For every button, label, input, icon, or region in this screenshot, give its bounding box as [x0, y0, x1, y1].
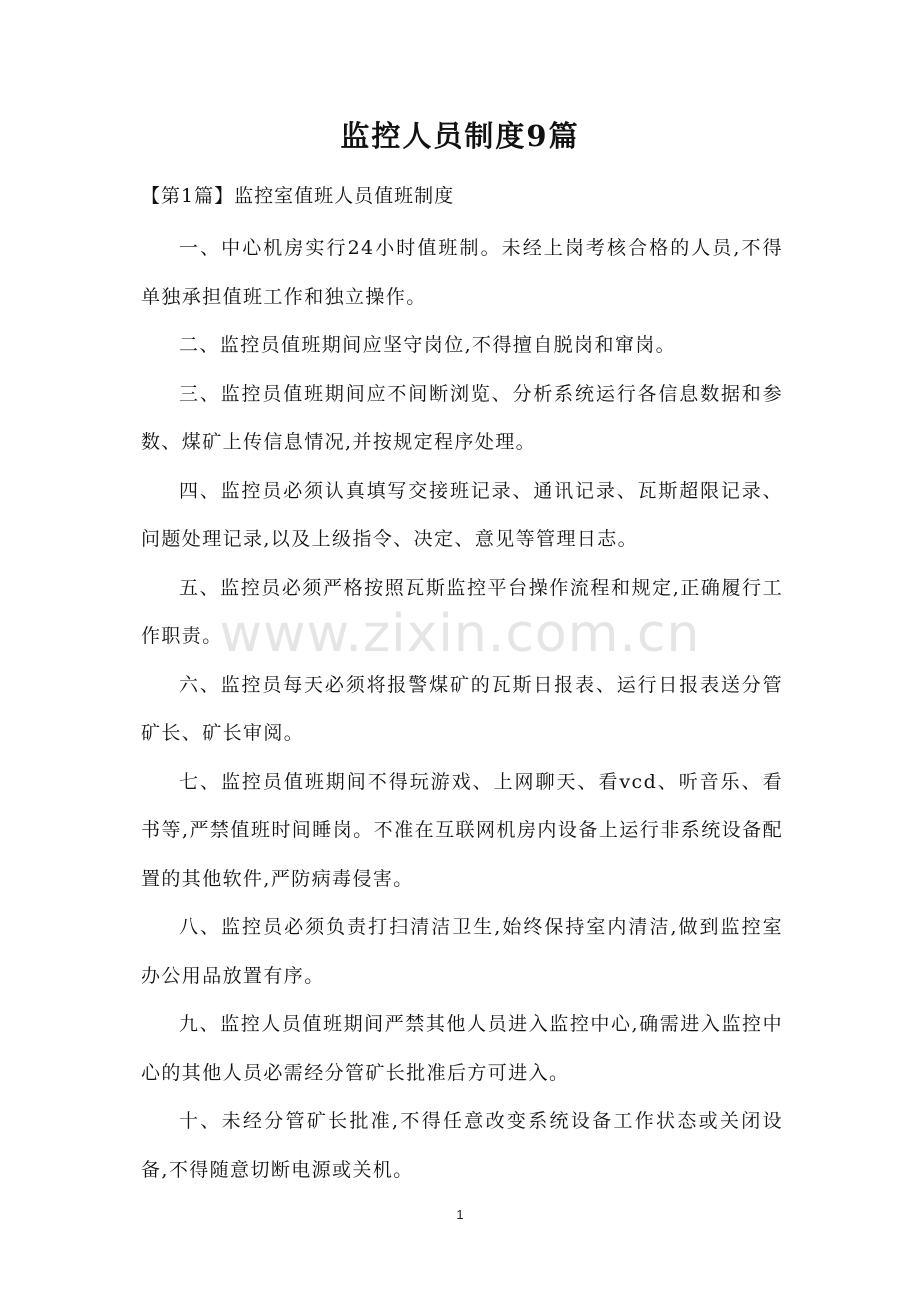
watermark: www.zixin.com.cn	[219, 604, 701, 664]
paragraph-9: 九、监控人员值班期间严禁其他人员进入监控中心,确需进入监控中心的其他人员必需经分管矿长批准后方可进入。	[141, 1013, 783, 1084]
paragraph-10: 十、未经分管矿长批准,不得任意改变系统设备工作状态或关闭设备,不得随意切断电源或关机。	[141, 1110, 783, 1181]
section-heading: 【第1篇】监控室值班人员值班制度	[141, 185, 455, 207]
paragraph-6: 六、监控员每天必须将报警煤矿的瓦斯日报表、运行日报表送分管矿长、矿长审阅。	[141, 673, 783, 744]
paragraph-2: 二、监控员值班期间应坚守岗位,不得擅自脱岗和窜岗。	[179, 334, 677, 356]
page-number: 1	[456, 1207, 464, 1222]
paragraph-1: 一、中心机房实行24小时值班制。未经上岗考核合格的人员,不得单独承担值班工作和独立操作。	[141, 237, 783, 308]
paragraph-8: 八、监控员必须负责打扫清洁卫生,始终保持室内清洁,做到监控室办公用品放置有序。	[141, 916, 783, 987]
paragraph-7: 七、监控员值班期间不得玩游戏、上网聊天、看vcd、听音乐、看书等,严禁值班时间睡岗。不准在互联网机房内设备上运行非系统设备配置的其他软件,严防病毒侵害。	[141, 770, 783, 890]
paragraph-4: 四、监控员必须认真填写交接班记录、通讯记录、瓦斯超限记录、问题处理记录,以及上级指令、决定、意见等管理日志。	[141, 479, 783, 550]
document-body	[141, 224, 783, 1194]
document-title: 监控人员制度9篇	[340, 119, 580, 153]
paragraph-3: 三、监控员值班期间应不间断浏览、分析系统运行各信息数据和参数、煤矿上传信息情况,并按规定程序处理。	[141, 382, 783, 453]
paragraph-5: 五、监控员必须严格按照瓦斯监控平台操作流程和规定,正确履行工作职责。	[141, 576, 783, 647]
